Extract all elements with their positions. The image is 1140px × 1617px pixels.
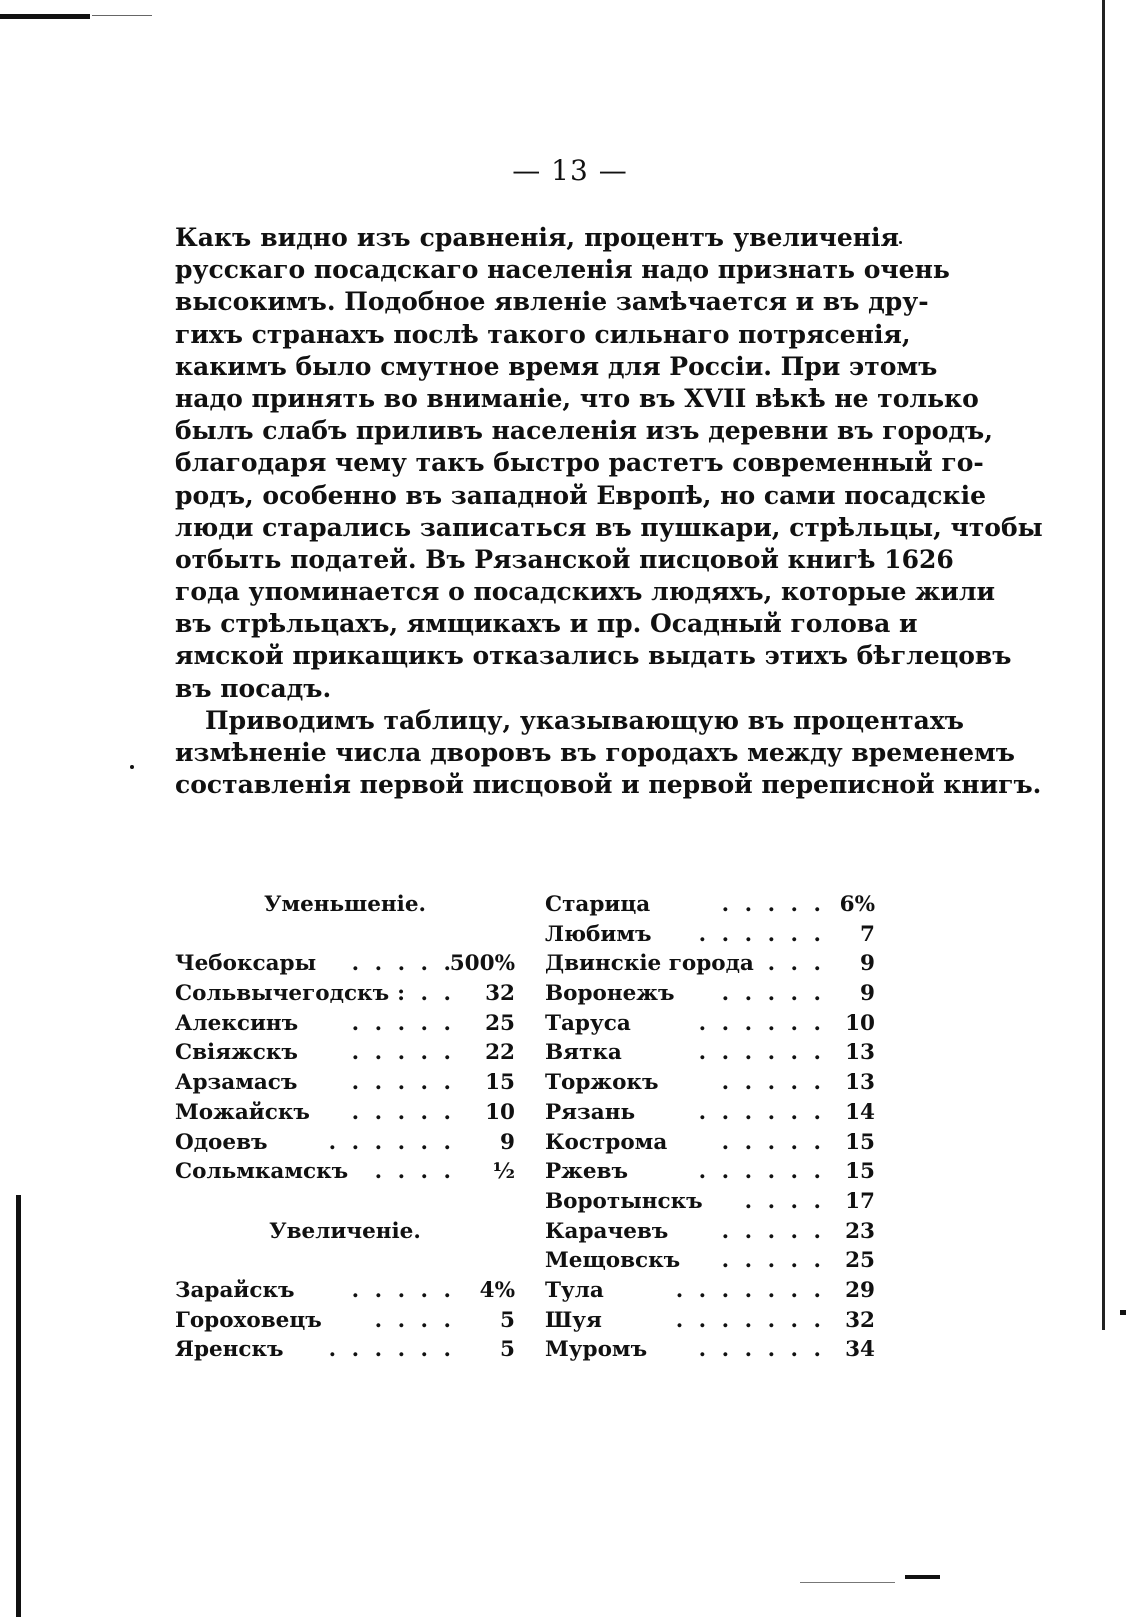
leader-dots: . . . . [744,1188,825,1214]
table-row [545,1335,875,1365]
leader-dots: . . . . [374,1159,455,1185]
percent-value: 17 [845,1188,875,1214]
leader-dots: . . . . . . . [675,1277,825,1303]
city-name: Одоевъ [175,1129,268,1155]
text-line: высокимъ. Подобное явленіе замѣчается и въ дру- [175,287,929,317]
percent-value: 15 [845,1159,875,1185]
city-name: Шуя [545,1307,602,1333]
city-name: Яренскъ [175,1337,284,1363]
text-line: Приводимъ таблицу, указывающую въ процентахъ [205,705,964,735]
city-name: Сольвычегодскъ [175,981,390,1007]
leader-dots: . . . [767,951,825,977]
table-row [175,1306,515,1336]
table-row [175,1098,515,1128]
city-name: Арзамасъ [175,1070,298,1096]
leader-dots: . . . . . [721,1248,825,1274]
table-row [545,1306,875,1336]
city-name: Муромъ [545,1337,648,1363]
leader-dots: . . . . . [351,1277,455,1303]
scan-mark-right [1120,1310,1126,1315]
scan-dot [899,241,902,244]
leader-dots: . . . . . [351,1099,455,1125]
percent-value: 6% [839,892,875,917]
percent-value: 5 [500,1307,515,1333]
city-name: Можайскъ [175,1099,310,1125]
text-line: былъ слабъ приливъ населенія изъ деревни въ городъ, [175,416,993,446]
percent-value: 29 [845,1277,875,1303]
table-row [545,920,875,950]
table-row [175,1335,515,1365]
percent-value: 14 [845,1099,875,1125]
scan-dot [130,765,134,769]
leader-dots: . . . . . [351,951,455,977]
leader-dots: . . . . . [721,1218,825,1244]
table-row [545,1068,875,1098]
table-row [175,1157,515,1187]
leader-dots: . . . . . . [698,1040,825,1066]
percent-value: 9 [860,951,875,977]
city-name: Вятка [545,1040,622,1066]
city-name: Двинскіе города [545,951,754,977]
text-line: благодаря чему такъ быстро растетъ современный го- [175,448,984,478]
table-row [545,1187,875,1217]
table-row [175,979,515,1009]
table-left-column [175,890,515,1365]
leader-dots: . . . . . [351,1010,455,1036]
city-name: Свіяжскъ [175,1040,298,1066]
city-name: Кострома [545,1129,668,1155]
city-name: Мещовскъ [545,1248,681,1274]
city-name: Зарайскъ [175,1277,295,1303]
leader-dots: . . . . . . [328,1337,455,1363]
decrease-header: Уменьшеніе. [264,892,426,917]
city-name: Старица [545,892,651,917]
text-line: родъ, особенно въ западной Европѣ, но сами посадскіе [175,480,986,510]
leader-dots: . . . . . . [698,921,825,947]
table-row [545,1038,875,1068]
text-line: составленія первой писцовой и первой переписной книгъ. [175,770,1042,800]
table-row [545,949,875,979]
percent-value: 32 [485,981,515,1007]
city-name: Ржевъ [545,1159,628,1185]
leader-dots: . . . . . [721,981,825,1007]
text-line: какимъ было смутное время для Россіи. При этомъ [175,351,938,381]
percent-value: 13 [845,1070,875,1096]
leader-dots: . . . . . . [698,1159,825,1185]
percent-value: 15 [485,1070,515,1096]
text-line: надо принять во вниманіе, что въ XVII вѣкѣ не только [175,383,979,413]
body-text [175,222,1043,801]
percent-value: 7 [860,921,875,947]
percent-value: 10 [845,1010,875,1036]
scan-edge-left [16,1195,21,1617]
leader-dots: . . . . . . . [675,1307,825,1333]
percent-value: 34 [845,1337,875,1363]
percent-value: 25 [485,1010,515,1036]
percent-value: 15 [845,1129,875,1155]
percent-value: 500% [449,951,515,977]
scan-mark-top-left-dash [92,15,152,16]
text-line: Какъ видно изъ сравненія, процентъ увеличенія [175,223,899,252]
table-row [545,1128,875,1158]
percent-value: 32 [845,1307,875,1333]
table-right-column [545,890,875,1365]
table-row [545,1217,875,1247]
city-name: Карачевъ [545,1218,669,1244]
city-name: Чебоксары [175,951,317,977]
text-line: въ посадъ. [175,673,332,703]
table-row [175,1009,515,1039]
text-line: измѣненіе числа дворовъ въ городахъ между временемъ [175,738,1015,767]
leader-dots: . . . . . [351,1070,455,1096]
percent-value: ½ [492,1159,515,1185]
leader-dots: . . . . . [721,1129,825,1155]
leader-dots: . . . . . [721,892,825,917]
scan-mark-bottom [905,1575,940,1579]
leader-dots: . . . . . . [698,1337,825,1363]
text-line: гихъ странахъ послѣ такого сильнаго потрясенія, [175,319,911,349]
city-name: Рязань [545,1099,636,1125]
leader-dots: . . . . . . [328,1129,455,1155]
increase-header: Увеличеніе. [269,1218,421,1244]
leader-dots: . . . . . . [698,1010,825,1036]
increase-list-left [175,1276,515,1365]
percent-value: 22 [485,1040,515,1066]
city-name: Торжокъ [545,1070,659,1096]
percent-value: 25 [845,1248,875,1274]
text-line: отбыть податей. Въ Рязанской писцовой книгѣ 1626 [175,544,954,574]
leader-dots: : . . [397,981,455,1007]
table-row [175,1128,515,1158]
city-name: Гороховецъ [175,1307,322,1333]
text-line: въ стрѣльцахъ, ямщикахъ и пр. Осадный голова и [175,609,918,639]
table-row [175,1276,515,1306]
leader-dots: . . . . . [721,1070,825,1096]
scan-edge-right [1102,0,1105,1330]
scan-mark-top-left [0,14,90,19]
city-name: Воронежъ [545,981,675,1007]
text-line: ямской прикащикъ отказались выдать этихъ бѣглецовъ [175,641,1012,671]
increase-list-right [545,890,875,1365]
leader-dots: . . . . [374,1307,455,1333]
percent-value: 10 [485,1099,515,1125]
leader-dots: . . . . . [351,1040,455,1066]
page-number: — 13 — [512,154,628,187]
percent-value: 5 [500,1337,515,1363]
text-line: года упоминается о посадскихъ людяхъ, которые жили [175,577,996,607]
percent-value: 9 [860,981,875,1007]
percent-value: 23 [845,1218,875,1244]
city-name: Таруса [545,1010,631,1036]
leader-dots: . . . . . . [698,1099,825,1125]
table-row [545,1246,875,1276]
city-name: Тула [545,1277,604,1303]
city-name: Любимъ [545,921,652,947]
table-row [175,1038,515,1068]
table-row [545,890,875,920]
city-name: Воротынскъ [545,1188,703,1214]
table-row [545,979,875,1009]
scan-mark-bottom-dash [800,1582,895,1583]
decrease-list [175,949,515,1187]
city-name: Алексинъ [175,1010,299,1036]
table-row [545,1009,875,1039]
percent-value: 13 [845,1040,875,1066]
table-row [175,1068,515,1098]
table-row [545,1098,875,1128]
table-row [545,1276,875,1306]
table-row [175,949,515,979]
percent-value: 9 [500,1129,515,1155]
city-name: Сольмкамскъ [175,1159,349,1185]
text-line: люди старались записаться въ пушкари, стрѣльцы, чтобы [175,512,1043,542]
percent-value: 4% [479,1277,515,1303]
text-line: русскаго посадскаго населенія надо признать очень [175,255,950,285]
table-row [545,1157,875,1187]
